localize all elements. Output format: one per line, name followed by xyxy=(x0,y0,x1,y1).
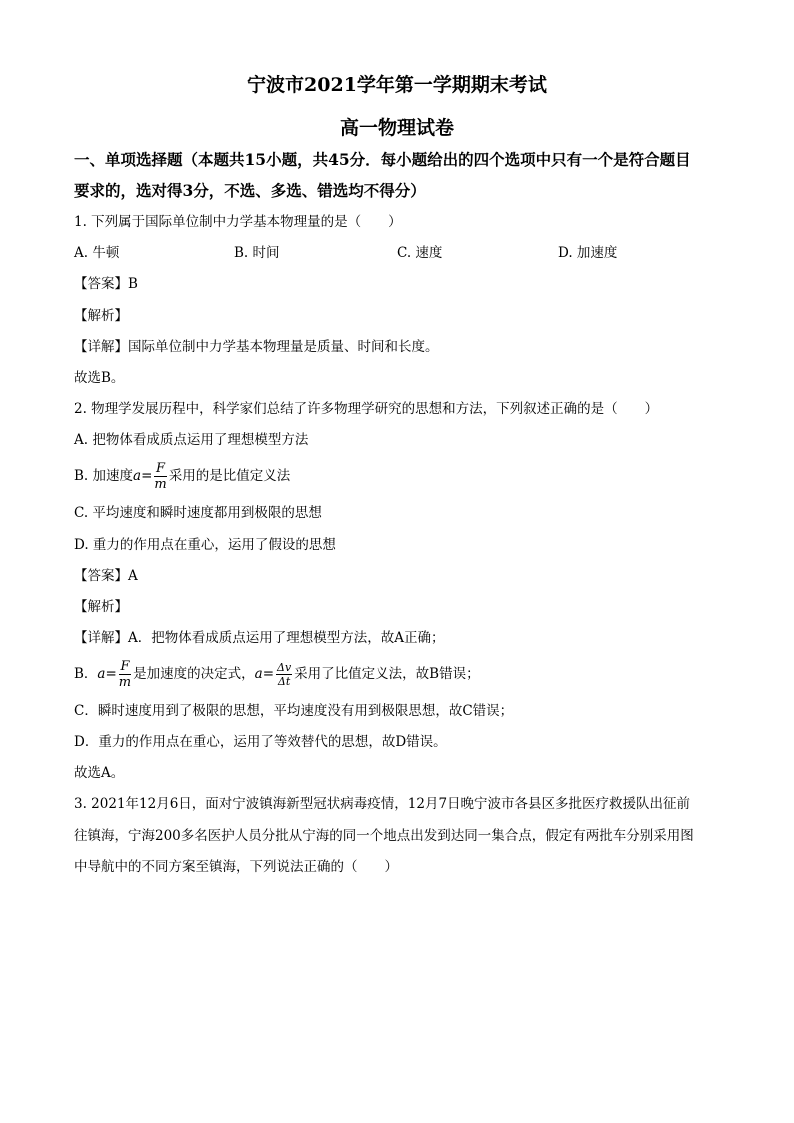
q1-analysis-label: 【解析】 xyxy=(74,308,128,324)
formula-lhs: a xyxy=(254,666,263,682)
formula-lhs: a xyxy=(133,468,142,484)
q2-option-b-prefix: B. 加速度 xyxy=(74,468,134,484)
q1-option-d: D. 加速度 xyxy=(558,245,618,261)
fraction-numerator: Δv xyxy=(277,661,292,674)
q2-detail-b-suffix: 采用了比值定义法，故B错误； xyxy=(294,666,480,682)
q2-option-d: D. 重力的作用点在重心，运用了假设的思想 xyxy=(74,537,336,553)
formula-eq: = xyxy=(262,666,274,682)
q3-stem-line1: 3. 2021年12月6日，面对宁波镇海新型冠状病毒疫情，12月7日晚宁波市各县区多批医疗救援队出征前 xyxy=(74,796,691,812)
q1-conclusion: 故选B。 xyxy=(74,370,125,386)
fraction-denominator: m xyxy=(118,675,132,690)
fraction-f-over-m xyxy=(119,659,131,690)
q1-detail: 【详解】国际单位制中力学基本物理量是质量、时间和长度。 xyxy=(74,339,439,355)
formula-eq: = xyxy=(105,666,117,682)
q1-answer: 【答案】B xyxy=(74,276,138,292)
q3-stem-line2: 往镇海，宁海200多名医护人员分批从宁海的同一个地点出发到达同一集合点，假定有两批车分别采用图 xyxy=(74,828,694,844)
q2-option-b xyxy=(74,459,290,493)
q2-answer: 【答案】A xyxy=(74,568,138,584)
fraction-f-over-m xyxy=(154,461,166,492)
formula-lhs: a xyxy=(97,666,106,682)
q2-option-c: C. 平均速度和瞬时速度都用到极限的思想 xyxy=(74,505,322,521)
q1-option-a: A. 牛顿 xyxy=(74,245,120,261)
q2-detail-a: 【详解】A．把物体看成质点运用了理想模型方法，故A正确； xyxy=(74,630,445,646)
q2-detail-b-prefix: B． xyxy=(74,666,98,682)
q2-option-a: A. 把物体看成质点运用了理想模型方法 xyxy=(74,432,309,448)
q2-detail-b xyxy=(74,657,480,691)
section-heading-line2: 要求的，选对得3分，不选、多选、错选均不得分） xyxy=(74,181,426,200)
q2-option-b-suffix: 采用的是比值定义法 xyxy=(168,468,291,484)
fraction-denominator: m xyxy=(154,477,167,492)
q2-detail-b-mid: 是加速度的决定式， xyxy=(133,666,255,682)
q2-stem: 2. 物理学发展历程中，科学家们总结了许多物理学研究的思想和方法，下列叙述正确的是（ ） xyxy=(74,401,659,417)
q1-option-c: C. 速度 xyxy=(397,245,443,261)
fraction-numerator: F xyxy=(156,461,166,476)
q2-detail-d: D．重力的作用点在重心，运用了等效替代的思想，故D错误。 xyxy=(74,734,447,750)
q2-conclusion: 故选A。 xyxy=(74,765,125,781)
section-heading-line1: 一、单项选择题（本题共15小题，共45分．每小题给出的四个选项中只有一个是符合题目 xyxy=(74,150,691,169)
fraction-dv-over-dt xyxy=(276,661,292,688)
formula-eq: = xyxy=(141,468,153,484)
exam-subtitle: 高一物理试卷 xyxy=(339,117,454,139)
exam-title: 宁波市2021学年第一学期期末考试 xyxy=(247,74,547,96)
fraction-numerator: F xyxy=(120,659,130,674)
fraction-denominator: Δt xyxy=(277,675,291,688)
q3-stem-line3: 中导航中的不同方案至镇海，下列说法正确的（ ） xyxy=(74,859,398,875)
q1-stem: 1. 下列属于国际单位制中力学基本物理量的是（ ） xyxy=(74,214,402,230)
q2-detail-c: C．瞬时速度用到了极限的思想，平均速度没有用到极限思想，故C错误； xyxy=(74,703,514,719)
q1-option-b: B. 时间 xyxy=(234,245,280,261)
q2-analysis-label: 【解析】 xyxy=(74,599,128,615)
